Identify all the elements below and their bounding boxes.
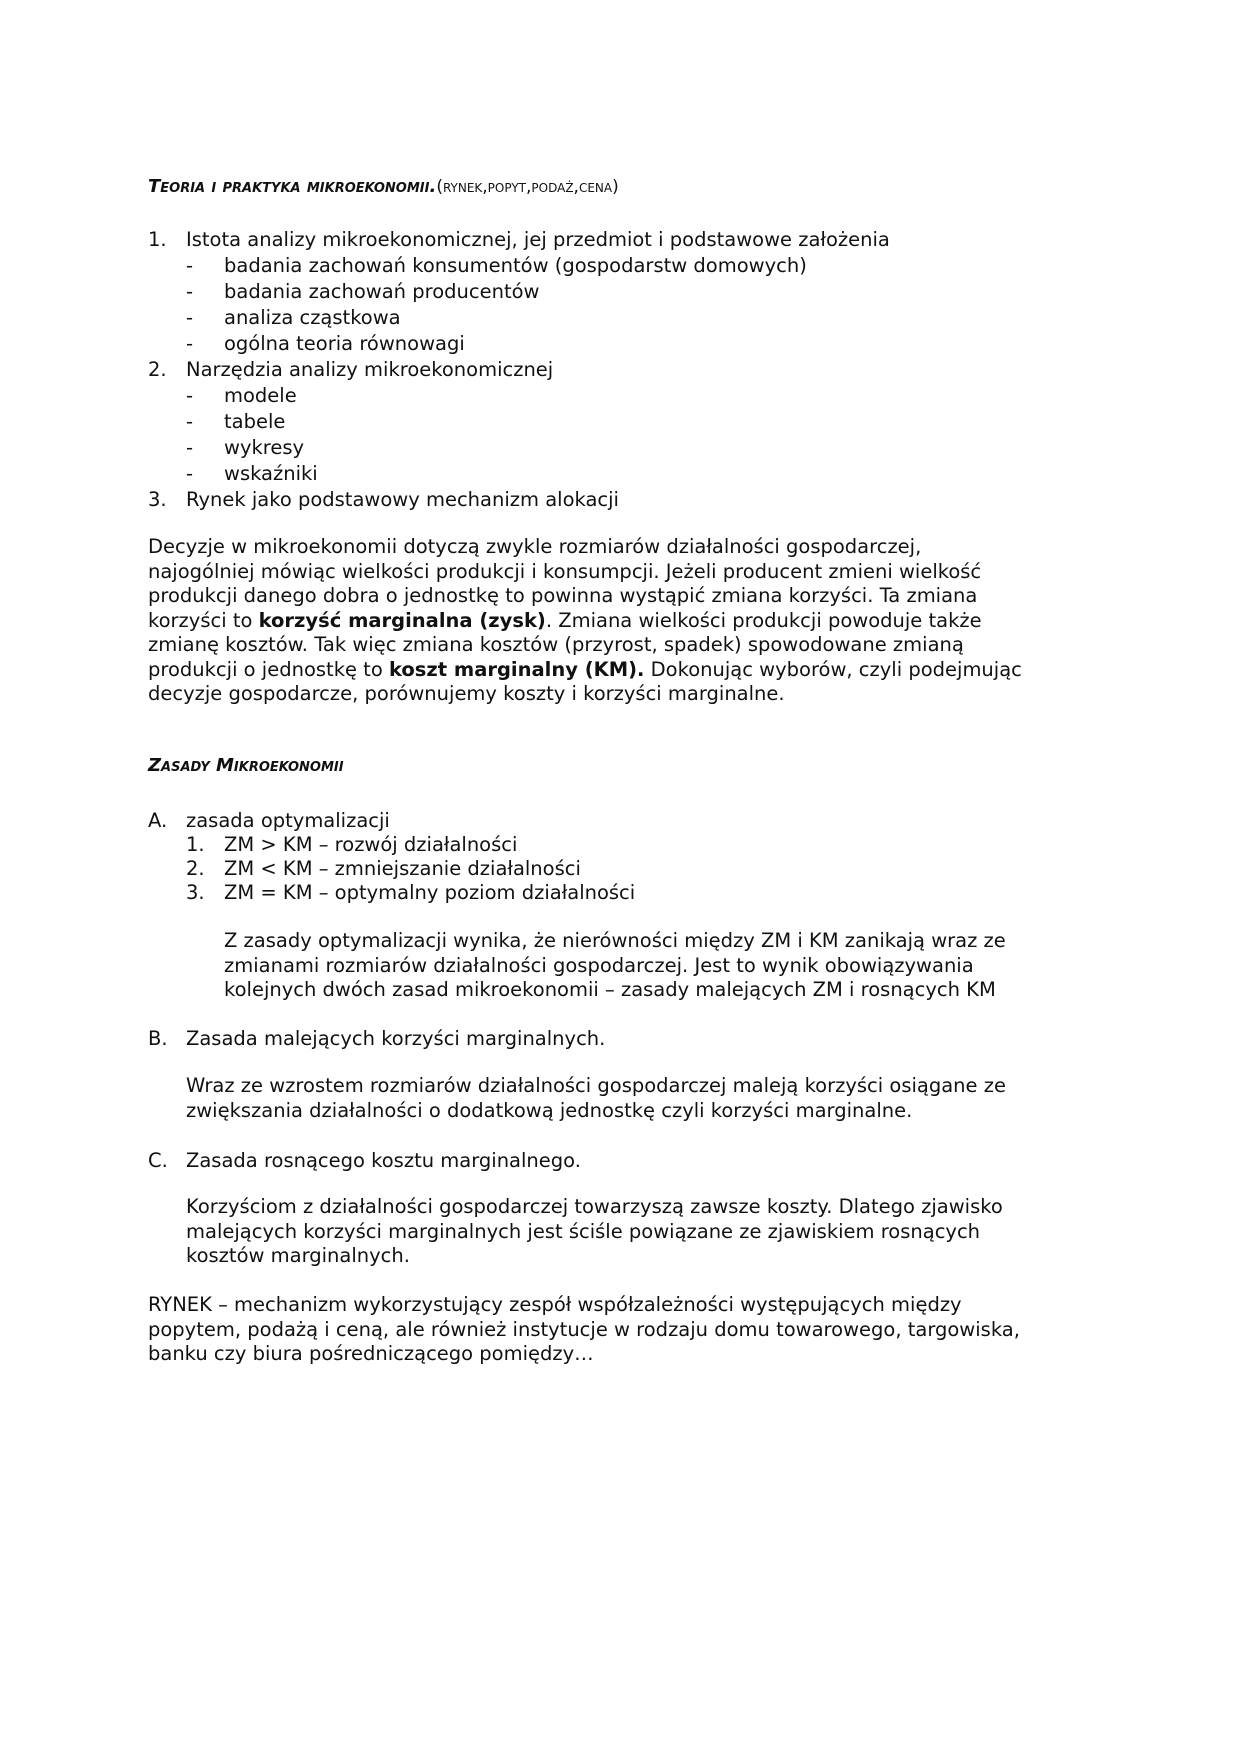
bold-term: korzyść marginalna (zysk) — [258, 608, 546, 632]
bold-term: koszt marginalny (KM). — [388, 657, 645, 681]
principle-c-paragraph — [186, 1195, 1003, 1269]
list1-sub-item — [186, 386, 297, 406]
list-item-text: ZM < KM – zmniejszanie działalności — [224, 857, 581, 880]
dash: - — [186, 280, 194, 303]
paragraph-line — [148, 609, 1022, 634]
paragraph-line — [148, 658, 1022, 683]
sub-item-text: badania zachowań konsumentów (gospodarstw domowych) — [224, 254, 807, 277]
paragraph-decisions — [148, 535, 1022, 707]
list1-item-1 — [148, 230, 890, 250]
sub-item-text: badania zachowań producentów — [224, 280, 540, 303]
list-letter: A. — [148, 809, 168, 832]
principle-a-paragraph — [224, 929, 1006, 1003]
principle-a-item — [186, 859, 581, 879]
paragraph-line: Z zasady optymalizacji wynika, że nierówności między ZM i KM zanikają wraz ze — [224, 929, 1006, 952]
title-main: Teoria i praktyka mikroekonomii. — [148, 176, 437, 197]
principle-a — [148, 811, 390, 831]
principle-b — [148, 1029, 605, 1049]
list-item-text: Narzędzia analizy mikroekonomicznej — [186, 358, 554, 381]
list1-item-2 — [148, 360, 553, 380]
list-item-text: ZM > KM – rozwój działalności — [224, 833, 518, 856]
dash: - — [186, 462, 194, 485]
list-letter: C. — [148, 1149, 168, 1172]
list-item-text: ZM = KM – optymalny poziom działalności — [224, 881, 636, 904]
principle-a-item — [186, 835, 517, 855]
sub-item-text: analiza cząstkowa — [224, 306, 401, 329]
paragraph-line: kosztów marginalnych. — [186, 1244, 410, 1267]
paragraph-rynek — [148, 1293, 1020, 1367]
list1-sub-item — [186, 334, 465, 354]
paragraph-line: popytem, podażą i ceną, ale również instytucje w rodzaju domu towarowego, targowiska, — [148, 1317, 1020, 1341]
list-letter: B. — [148, 1027, 168, 1050]
text-run: produkcji o jednostkę to — [148, 657, 389, 681]
paragraph-line: Decyzje w mikroekonomii dotyczą zwykle rozmiarów działalności gospodarczej, — [148, 535, 922, 558]
paragraph-line: najogólniej mówiąc wielkości produkcji i konsumpcji. Jeżeli producent zmieni wielkość — [148, 559, 982, 583]
list1-sub-item — [186, 308, 401, 328]
dash: - — [186, 436, 194, 459]
text-run: Dokonując wyborów, czyli podejmując — [644, 657, 1022, 681]
paragraph-line: Korzyściom z działalności gospodarczej towarzyszą zawsze koszty. Dlatego zjawisko — [186, 1195, 1003, 1218]
dash: - — [186, 410, 194, 433]
list1-sub-item — [186, 438, 304, 458]
list-number: 3. — [186, 881, 205, 904]
list-item-text: Zasada malejących korzyści marginalnych. — [186, 1027, 606, 1050]
list1-sub-item — [186, 464, 318, 484]
list1-sub-item — [186, 412, 285, 432]
list1-sub-item — [186, 282, 539, 302]
paragraph-line: banku czy biura pośredniczącego pomiędzy… — [148, 1342, 594, 1365]
paragraph-line: produkcji danego dobra o jednostkę to powinna wystąpić zmiana korzyści. Ta zmiana — [148, 584, 978, 607]
dash: - — [186, 306, 194, 329]
text-run: korzyści to — [148, 608, 259, 632]
list-number: 1. — [148, 228, 167, 251]
principle-b-paragraph — [186, 1074, 1006, 1123]
list1-sub-item — [186, 256, 807, 276]
list-item-text: Istota analizy mikroekonomicznej, jej przedmiot i podstawowe założenia — [186, 228, 890, 251]
dash: - — [186, 332, 194, 355]
paragraph-line: Wraz ze wzrostem rozmiarów działalności gospodarczej maleją korzyści osiągane ze — [186, 1074, 1006, 1097]
paragraph-line: zmianę kosztów. Tak więc zmiana kosztów (przyrost, spadek) spowodowane zmianą — [148, 633, 964, 656]
sub-item-text: ogólna teoria równowagi — [224, 332, 465, 355]
list1-item-3 — [148, 490, 619, 510]
paragraph-line: zmianami rozmiarów działalności gospodarczej. Jest to wynik obowiązywania — [224, 953, 974, 977]
list-item-text: zasada optymalizacji — [186, 809, 390, 832]
list-number: 2. — [148, 358, 167, 381]
list-number: 2. — [186, 857, 205, 880]
paragraph-line: malejących korzyści marginalnych jest ściśle powiązane ze zjawiskiem rosnących — [186, 1219, 981, 1243]
paragraph-line: kolejnych dwóch zasad mikroekonomii – zasady malejących ZM i rosnących KM — [224, 978, 996, 1001]
dash: - — [186, 254, 194, 277]
text-run: . Zmiana wielkości produkcji powoduje także — [545, 608, 982, 632]
sub-item-text: wskaźniki — [224, 462, 318, 485]
section-title: Zasady Mikroekonomii — [148, 755, 344, 776]
sub-item-text: tabele — [224, 410, 286, 433]
list-item-text: Zasada rosnącego kosztu marginalnego. — [186, 1149, 581, 1172]
paragraph-line: zwiększania działalności o dodatkową jednostkę czyli korzyści marginalne. — [186, 1098, 913, 1122]
paragraph-line: decyzje gospodarcze, porównujemy koszty i korzyści marginalne. — [148, 682, 785, 705]
sub-item-text: wykresy — [224, 436, 305, 459]
paragraph-line: RYNEK – mechanizm wykorzystujący zespół współzależności występujących między — [148, 1293, 962, 1316]
title-sub: (rynek,popyt,podaż,cena) — [436, 177, 619, 197]
principle-a-item — [186, 883, 635, 903]
list-number: 3. — [148, 488, 167, 511]
list-number: 1. — [186, 833, 205, 856]
document-title — [148, 176, 619, 196]
principle-c — [148, 1151, 581, 1171]
list-item-text: Rynek jako podstawowy mechanizm alokacji — [186, 488, 619, 511]
sub-item-text: modele — [224, 384, 297, 407]
dash: - — [186, 384, 194, 407]
